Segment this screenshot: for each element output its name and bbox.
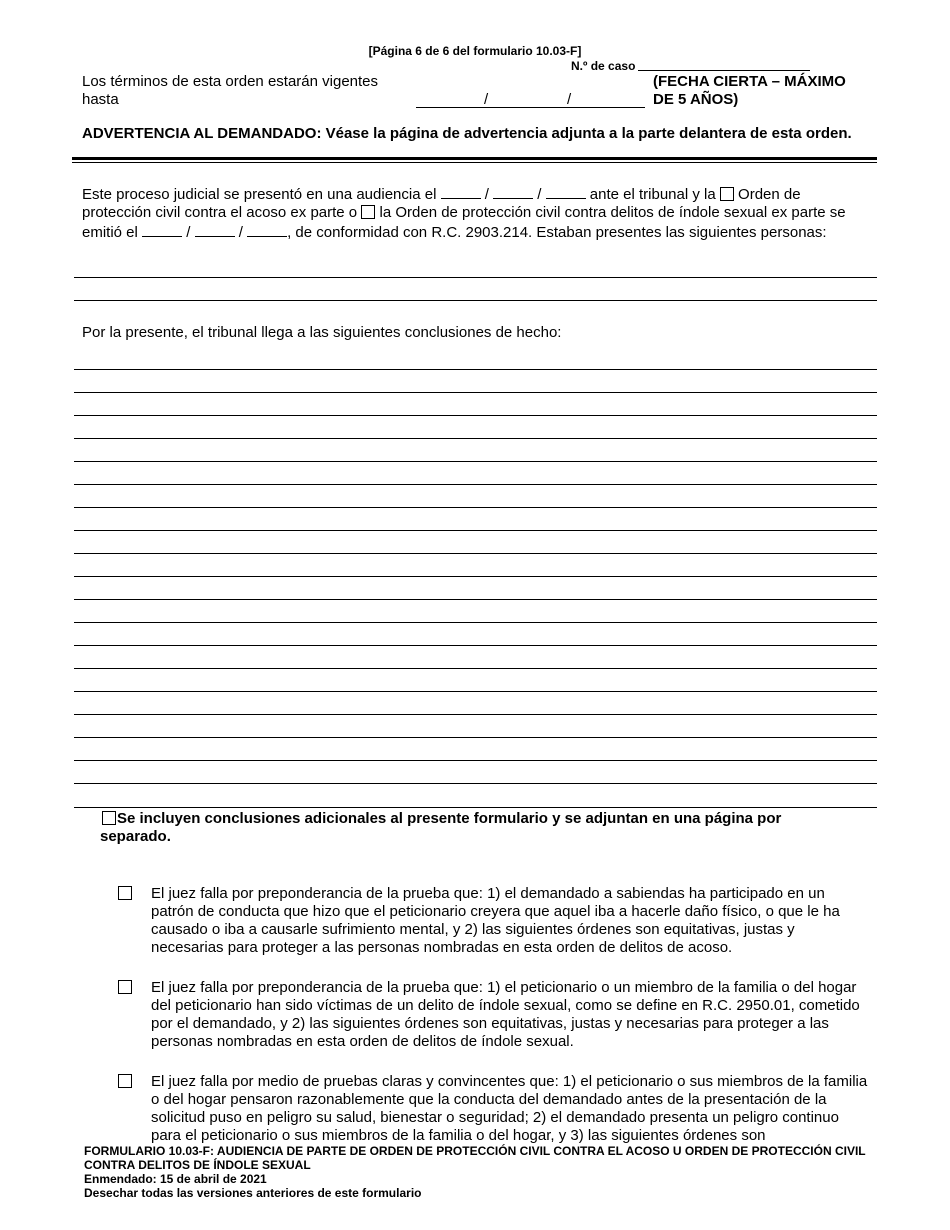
date-separator: /: [238, 224, 243, 241]
findings-line[interactable]: [74, 760, 877, 761]
footer-form-title: FORMULARIO 10.03-F: AUDIENCIA DE PARTE DE ORDEN DE PROTECCIÓN CIVIL CONTRA EL ACOSO U ORDEN DE PROTECCIÓN CIVIL CONTRA DELITOS DE ÍNDOLE SEXUAL: [84, 1144, 866, 1172]
date-separator: /: [484, 186, 489, 203]
findings-line[interactable]: [74, 599, 877, 600]
findings-line[interactable]: [74, 737, 877, 738]
issued-year-field[interactable]: [247, 222, 287, 237]
issued-month-field[interactable]: [142, 222, 182, 237]
terms-text: Los términos de esta orden estarán vigentes hasta: [82, 73, 379, 108]
divider: [72, 162, 877, 163]
hearing-paragraph: [82, 184, 872, 242]
judgment-sexual-offense-checkbox[interactable]: [118, 980, 132, 994]
findings-line[interactable]: [74, 714, 877, 715]
warning-text: ADVERTENCIA AL DEMANDADO: Véase la página de advertencia adjunta a la parte delantera de esta orden.: [82, 125, 852, 142]
footer: [84, 1144, 884, 1200]
date-separator: /: [186, 224, 191, 241]
findings-line[interactable]: [74, 576, 877, 577]
findings-line[interactable]: [74, 507, 877, 508]
hearing-year-field[interactable]: [546, 184, 586, 199]
hearing-text: Este proceso judicial se presentó en una audiencia el: [82, 186, 437, 203]
hearing-month-field[interactable]: [441, 184, 481, 199]
findings-line[interactable]: [74, 807, 877, 808]
hearing-text: ante el tribunal y la: [589, 186, 716, 203]
hearing-text: , de conformidad con R.C. 2903.214. Estaban presentes las siguientes personas:: [287, 224, 827, 241]
persons-present-line[interactable]: [74, 277, 877, 278]
persons-present-line[interactable]: [74, 300, 877, 301]
findings-line[interactable]: [74, 484, 877, 485]
findings-line[interactable]: [74, 438, 877, 439]
findings-line[interactable]: [74, 691, 877, 692]
date-separator: /: [567, 91, 572, 108]
hearing-text: Orden de protección civil contra el acoso ex parte o: [82, 186, 801, 221]
expiry-date-field[interactable]: [416, 107, 645, 108]
findings-line[interactable]: [74, 461, 877, 462]
findings-intro: Por la presente, el tribunal llega a las siguientes conclusiones de hecho:: [82, 324, 562, 341]
date-separator: /: [537, 186, 542, 203]
judgment-clear-evidence-text: El juez falla por medio de pruebas claras y convincentes que: 1) el peticionario o sus miembros de la familia o del hogar pensaron razonablemente que la conducta del demandado antes de la presentación de la solicitud puso en peligro su salud, bienestar o seguridad; 2) el demandado presenta un peligro continuo para el peticionario o sus miembros de la familia o del hogar, y 3) las siguientes órdenes son: [151, 1073, 868, 1144]
case-number-label: N.º de caso: [571, 59, 636, 73]
issued-day-field[interactable]: [195, 222, 235, 237]
date-separator: /: [484, 91, 489, 108]
judgment-clear-evidence-checkbox[interactable]: [118, 1074, 132, 1088]
findings-line[interactable]: [74, 668, 877, 669]
findings-line[interactable]: [74, 415, 877, 416]
judgment-harassment-checkbox[interactable]: [118, 886, 132, 900]
case-number-field[interactable]: [638, 70, 810, 71]
hearing-day-field[interactable]: [493, 184, 533, 199]
harassment-order-checkbox[interactable]: [720, 187, 734, 201]
sexual-offense-order-checkbox[interactable]: [361, 205, 375, 219]
findings-line[interactable]: [74, 530, 877, 531]
findings-line[interactable]: [74, 645, 877, 646]
additional-findings-text: Se incluyen conclusiones adicionales al presente formulario y se adjuntan en una página por separado.: [100, 810, 782, 845]
date-note: (FECHA CIERTA – MÁXIMO DE 5 AÑOS): [653, 73, 846, 108]
findings-line[interactable]: [74, 783, 877, 784]
findings-line[interactable]: [74, 622, 877, 623]
findings-line[interactable]: [74, 553, 877, 554]
findings-line[interactable]: [74, 392, 877, 393]
judgment-sexual-offense-text: El juez falla por preponderancia de la prueba que: 1) el peticionario o un miembro de la familia o del hogar del peticionario han sido víctimas de un delito de índole sexual, como se define en R.C. 2950.01, cometido por el demandado, y 2) las siguientes órdenes son equitativas, justas y necesarias para proteger a las personas nombradas en esta orden de delitos de índole sexual.: [151, 979, 860, 1050]
hearing-text: la Orden de protección civil contra delitos de índole sexual ex parte se emitió el: [82, 204, 846, 241]
findings-line[interactable]: [74, 369, 877, 370]
divider: [72, 157, 877, 160]
footer-amended: Enmendado: 15 de abril de 2021: [84, 1172, 267, 1186]
judgment-harassment-text: El juez falla por preponderancia de la prueba que: 1) el demandado a sabiendas ha participado en un patrón de conducta que hizo que el peticionario creyera que aquel iba a hacerle daño físico, o que le ha causado o iba a causarle sufrimiento mental, y 2) las siguientes órdenes son equitativas, justas y necesarias para proteger a las personas nombradas en esta orden de delitos de acoso.: [151, 885, 840, 956]
page-indicator: [Página 6 de 6 del formulario 10.03-F]: [368, 44, 582, 58]
footer-discard: Desechar todas las versiones anteriores de este formulario: [84, 1186, 422, 1200]
